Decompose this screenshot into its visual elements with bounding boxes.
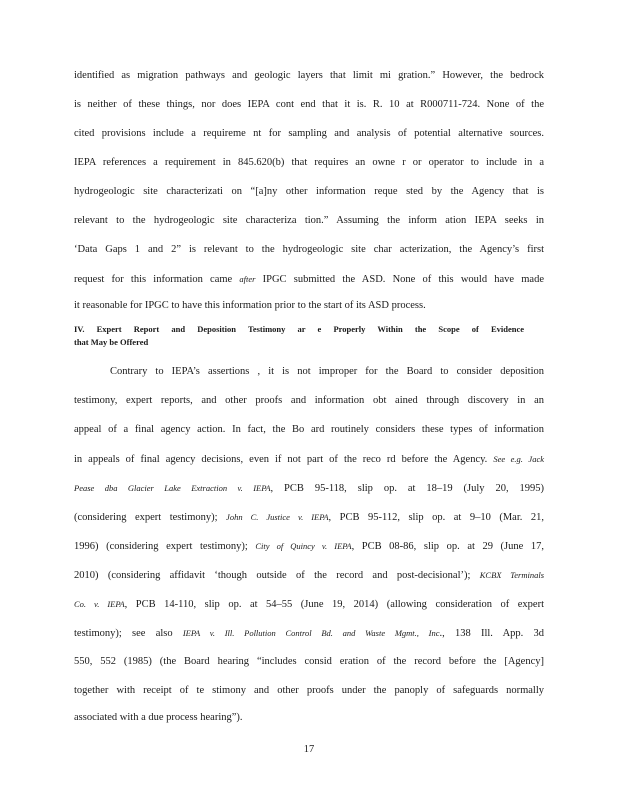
text-line: hydrogeologic site characterizati on “[a]ny other information reque sted by the Agency that is [74,186,544,197]
text-line [74,271,544,287]
text-span: request for this information came [74,274,233,285]
text-span: 1996) (considering expert testimony); [74,541,248,552]
text-span: (considering expert testimony); [74,512,218,523]
text-line: it reasonable for IPGC to have this information prior to the start of its ASD process. [74,300,426,311]
text-line [74,480,544,496]
text-line: is neither of these things, nor does IEPA cont end that it is. R. 10 at R000711-724. None of the [74,99,544,110]
text-span: , PCB 14-110, slip op. at 54–55 (June 19, 2014) (allowing consideration of expert [124,599,545,610]
text-span: IPGC submitted the ASD. None of this would have made [262,274,544,285]
citation-text: See e.g. Jack [493,454,544,464]
citation-text: KCBX Terminals [479,570,545,580]
text-line: associated with a due process hearing”). [74,712,243,723]
citation-text: City of Quincy v. IEPA [255,541,352,551]
text-line: cited provisions include a requireme nt for sampling and analysis of potential alternative sources. [74,128,544,139]
text-line: appeal of a final agency action. In fact, the Bo ard routinely considers these types of information [74,424,544,435]
text-line: identified as migration pathways and geologic layers that limit mi gration.” However, the bedrock [74,70,544,81]
text-span: , PCB 08-86, slip op. at 29 (June 17, [351,541,544,552]
text-line: relevant to the hydrogeologic site characteriza tion.” Assuming the inform ation IEPA seeks in [74,215,544,226]
text-span: testimony); see also [74,628,173,639]
section-heading [74,323,544,349]
text-line [74,509,544,525]
text-line: testimony, expert reports, and other proofs and information obt ained through discovery in an [74,395,544,406]
citation-text: Pease dba Glacier Lake Extraction v. IEPA [74,483,271,493]
text-line [74,596,544,612]
text-line: 550, 552 (1985) (the Board hearing “includes consid eration of the record before the [Agency] [74,656,544,667]
heading-line: IV. Expert Report and Deposition Testimony ar e Properly Within the Scope of Evidence [74,324,524,334]
text-line [74,451,544,467]
emphasis-text: after [239,274,256,284]
text-line: ‘Data Gaps 1 and 2” is relevant to the hydrogeologic site char acterization, the Agency’s first [74,244,544,255]
heading-line: that May be Offered [74,337,149,347]
page-number: 17 [303,744,315,755]
text-line [74,625,544,641]
text-line: together with receipt of te stimony and other proofs under the panoply of safeguards normally [74,685,544,696]
citation-text: IEPA v. Ill. Pollution Control Bd. and Waste Mgmt., Inc [182,628,440,638]
text-line: IEPA references a requirement in 845.620(b) that requires an owne r or operator to include in a [74,157,544,168]
text-line [74,567,544,583]
text-line: Contrary to IEPA’s assertions , it is not improper for the Board to consider deposition [110,366,544,377]
text-span: 2010) (considering affidavit ‘though outside of the record and post-decisional’); [74,570,471,581]
text-line [74,538,544,554]
text-span: in appeals of final agency decisions, even if not part of the reco rd before the Agency. [74,454,488,465]
citation-text: Co. v. IEPA [74,599,125,609]
citation-text: John C. Justice v. IEPA [226,512,329,522]
text-span: , PCB 95-112, slip op. at 9–10 (Mar. 21, [328,512,544,523]
text-span: , PCB 95-118, slip op. at 18–19 (July 20, 1995) [270,483,544,494]
text-span: ., 138 Ill. App. 3d [439,628,545,639]
